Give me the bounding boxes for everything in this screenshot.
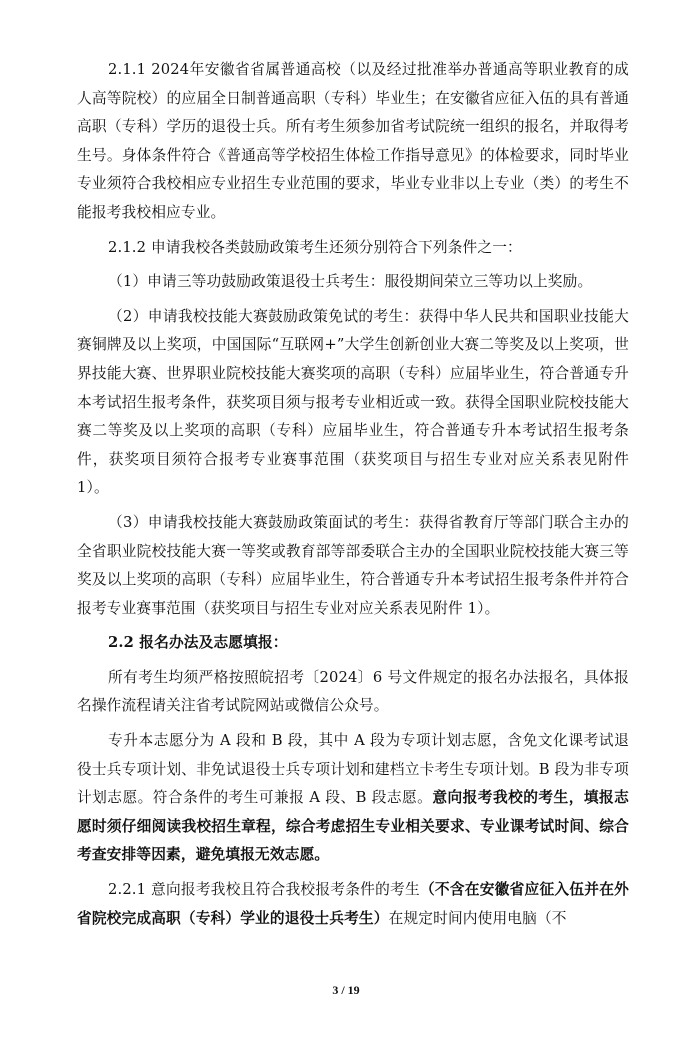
paragraph-2-1-2: 2.1.2 申请我校各类鼓励政策考生还须分别符合下列条件之一：	[108, 238, 522, 256]
paragraph-2-2-registration: 所有考生均须严格按照皖招考〔2024〕6 号文件规定的报名办法报名，具体报名操作流程请关注省考试院网站或微信公众号。	[77, 668, 629, 715]
p221-lead-text: 2.2.1 意向报考我校且符合我校报考条件的考生	[108, 881, 420, 899]
paragraph-2-2-volunteer	[77, 727, 629, 870]
volunteer-emphasis: 意向报考我校的考生，填报志愿时须仔细阅读我校招生章程，综合考虑招生专业相关要求、专业课考试时间、综合考查安排等因素，避免填报无效志愿。	[77, 789, 630, 864]
paragraph-2-1-1: 2.1.1 2024年安徽省省属普通高校（以及经过批准举办普通高等职业教育的成人高等院校）的应届全日制普通高职（专科）毕业生；在安徽省应征入伍的具有普通高职（专科）学历的退役士兵。所有考生须参加省考试院统一组织的报名，并取得考生号。身体条件符合《普通高等学校招生体检工作指导意见》的体检要求，同时毕业专业须符合我校相应专业招生专业范围的要求，毕业专业非以上专业（类）的考生不能报考我校相应专业。	[77, 61, 629, 221]
paragraph-2-2-1	[77, 876, 629, 933]
p221-emphasis: （不含在安徽省应征入伍并在外省院校完成高职（专科）学业的退役士兵考生）	[77, 881, 629, 927]
document-body	[77, 56, 629, 933]
section-heading-2-2: 2.2 报名办法及志愿填报：	[108, 634, 288, 652]
condition-item-3: （3）申请我校技能大赛鼓励政策面试的考生：获得省教育厅等部门联合主办的全省职业院校技能大赛一等奖或教育部等部委联合主办的全国职业院校技能大赛三等奖及以上奖项的高职（专科）应届毕业生，符合普通专升本考试招生报考条件并符合报考专业赛事范围（获奖项目与招生专业对应关系表见附件 1）。	[77, 513, 629, 617]
condition-item-2: （2）申请我校技能大赛鼓励政策免试的考生：获得中华人民共和国职业技能大赛铜牌及以上奖项，中国国际“互联网+”大学生创新创业大赛二等奖及以上奖项，世界技能大赛、世界职业院校技能大赛奖项的高职（专科）应届毕业生，符合普通专升本考试招生报考条件，获奖项目须与报考专业相近或一致。获得全国职业院校技能大赛二等奖及以上奖项的高职（专科）应届毕业生，符合普通专升本考试招生报考条件，获奖项目须符合报考专业赛事范围（获奖项目与招生专业对应关系表见附件 1）。	[77, 307, 629, 497]
volunteer-text: 专升本志愿分为 A 段和 B 段，其中 A 段为专项计划志愿，含免文化课考试退役士兵专项计划、非免试退役士兵专项计划和建档立卡考生专项计划。B 段为非专项计划志愿。符合条件的考生可兼报 A 段、B 段志愿。	[77, 732, 629, 807]
p221-tail-text: 在规定时间内使用电脑（不	[388, 909, 567, 927]
page-number: 3 / 19	[332, 983, 360, 997]
condition-item-1: （1）申请三等功鼓励政策退役士兵考生：服役期间荣立三等功以上奖励。	[108, 273, 593, 291]
